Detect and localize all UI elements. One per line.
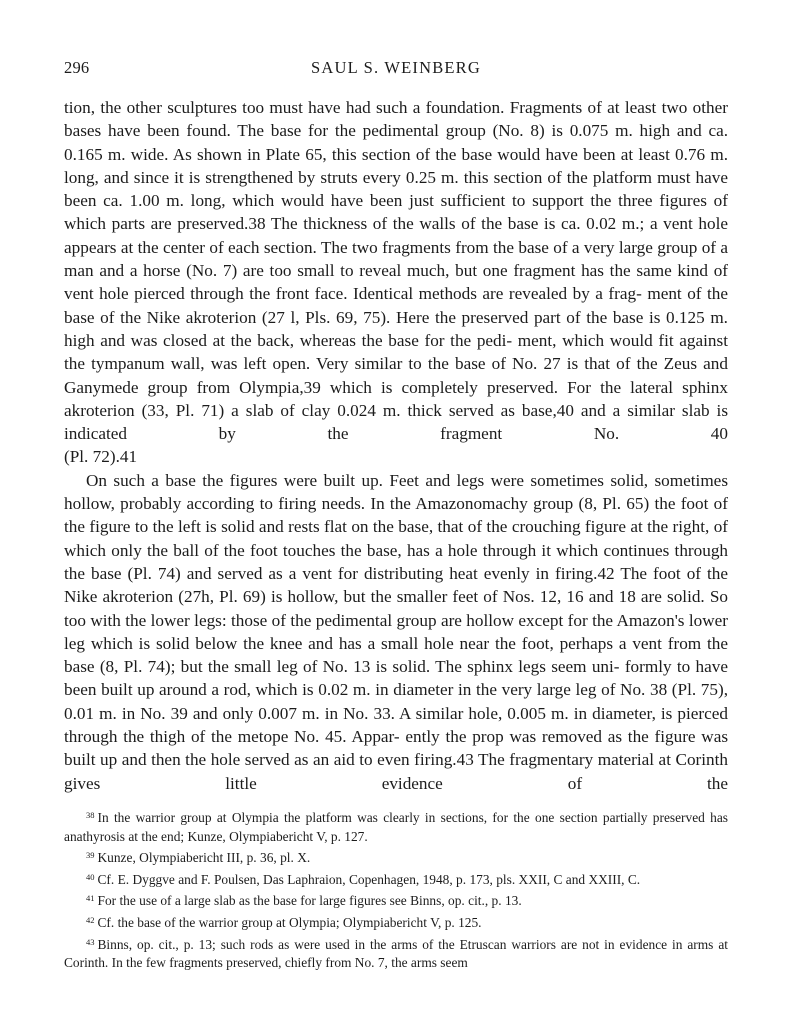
text-line: of each section. The two fragments from the base of a very large group of a man: [64, 237, 729, 281]
text-line: is hollow, but the smaller feet of Nos. 12, 16 and 18 are solid. So too with the lower: [64, 587, 728, 630]
text-line: large leg of No. 38 (Pl. 75), 0.01 m. in No. 39 and only 0.007 m. in No. 33. A similar: [64, 680, 728, 723]
text-line: for distributing heat evenly in firing.42 The foot of the Nike akroterion (27h, Pl. 69): [64, 563, 729, 607]
footnote-42: [64, 911, 728, 933]
footnote-number: 40: [86, 871, 95, 882]
text-line: would have been at least 0.76 m. long, and since it is strengthened by struts every: [64, 144, 728, 187]
text-line: of vent hole pierced through the front face. Identical methods are revealed by a frag-: [64, 261, 729, 304]
text-line: has a hole through it which continues through the base (Pl. 74) and served as a vent: [64, 540, 729, 583]
text-line: ently the prop was removed as the figure was built up and then the hole served as an: [64, 727, 729, 770]
body-text: [64, 96, 728, 795]
text-line: formly to have been built up around a rod, which is 0.02 m. in diameter in the very: [64, 657, 729, 700]
footnote-text: For the use of a large slab as the base for large figures see Binns, op. cit., p. 13.: [97, 893, 522, 909]
text-line: sometimes hollow, probably according to firing needs. In the Amazonomachy group: [64, 470, 729, 514]
footnote-number: 42: [86, 914, 95, 925]
text-line: aid to even firing.43 The fragmentary material at Corinth gives little evidence of the: [64, 750, 728, 793]
footnotes: [64, 806, 728, 973]
text-line: legs: those of the pedimental group are hollow except for the Amazon's lower leg: [64, 610, 729, 653]
footnote-43: [64, 933, 728, 973]
footnote-38: [64, 806, 728, 846]
text-line: of the crouching figure at the right, of which only the ball of the foot touches the base,: [64, 517, 729, 560]
text-line: ment, which would fit against the tympanum wall, was left open. Very similar to the: [64, 330, 728, 374]
footnote-number: 41: [86, 893, 95, 904]
text-line: tion, the other sculptures too must have had such a foundation. Fragments of at least: [64, 98, 657, 117]
text-line: the base (8, Pl. 74); but the small leg of No. 13 is solid. The sphinx legs seem uni-: [64, 633, 729, 677]
footnote-number: 39: [86, 850, 95, 861]
text-line: On such a base the figures were built up. Feet and legs were sometimes solid,: [86, 470, 649, 490]
text-line: (8, Pl. 65) the foot of the figure to the left is solid and rests flat on the base, that: [64, 494, 728, 537]
footnote-41: [64, 889, 728, 911]
text-line: 0.075 m. high and ca. 0.165 m. wide. As shown in Plate 65, this section of the base: [64, 121, 728, 164]
text-line: have been just sufficient to support the three figures of which parts are preserved.38: [64, 191, 728, 234]
text-line: base of No. 27 is that of the Zeus and Ganymede group from Olympia,39 which is: [64, 354, 728, 397]
paragraph-2: [64, 469, 728, 795]
footnote-text: Cf. the base of the warrior group at Olympia; Olympiabericht V, p. 125.: [97, 914, 482, 930]
footnote-text: Kunze, Olympiabericht III, p. 36, pl. X.: [97, 850, 311, 866]
text-line: (Pl. 72).41: [64, 447, 138, 467]
footnote-40: [64, 868, 728, 890]
text-line: The thickness of the walls of the base is ca. 0.02 m.; a vent hole appears at the center: [64, 214, 728, 257]
text-line: hole, 0.005 m. in diameter, is pierced through the thigh of the metope No. 45. Appar-: [64, 703, 728, 747]
footnote-39: [64, 846, 728, 868]
text-line: and a horse (No. 7) are too small to reveal much, but one fragment has the same kind: [99, 261, 708, 281]
page: [64, 58, 728, 795]
text-line: completely preserved. For the lateral sphinx akroterion (33, Pl. 71) a slab of clay: [64, 377, 728, 420]
running-head: [64, 58, 728, 84]
text-line: of the base is 0.125 m. high and was closed at the back, whereas the base for the pedi-: [64, 307, 728, 350]
paragraph-1-end: [64, 445, 728, 468]
footnote-number: 38: [86, 810, 95, 820]
page-number: 296: [64, 58, 90, 77]
footnote-text: Cf. E. Dyggve and F. Poulsen, Das Laphraion, Copenhagen, 1948, p. 173, pls. XXII, C and XXIII, C.: [97, 871, 641, 887]
text-line: two other bases have been found. The base for the pedimental group (No. 8) is: [64, 98, 728, 141]
footnote-text: In the warrior group at Olympia the platform was clearly in sections, for the one section partially preserved has anathyrosis at the end; Kunze, Olympiabericht V, p. 127.: [64, 810, 728, 844]
text-line: ment of the base of the Nike akroterion (27 l, Pls. 69, 75). Here the preserved part: [64, 284, 729, 327]
text-line: 0.024 m. thick served as base,40 and a similar slab is indicated by the fragment No. 40: [64, 400, 729, 444]
paragraph-1: [64, 96, 728, 445]
running-title: SAUL S. WEINBERG: [311, 58, 481, 77]
footnote-text: Binns, op. cit., p. 13; such rods as were used in the arms of the Etruscan warriors are not in evidence in arms at Corinth. In the few fragments preserved, chiefly from No. 7, the arms seem: [64, 936, 728, 971]
text-line: which is solid below the knee and has a small hole near the foot, perhaps a vent from: [90, 633, 702, 653]
footnote-number: 43: [86, 936, 95, 947]
text-line: 0.25 m. this section of the platform must have been ca. 1.00 m. long, which would: [64, 167, 728, 211]
